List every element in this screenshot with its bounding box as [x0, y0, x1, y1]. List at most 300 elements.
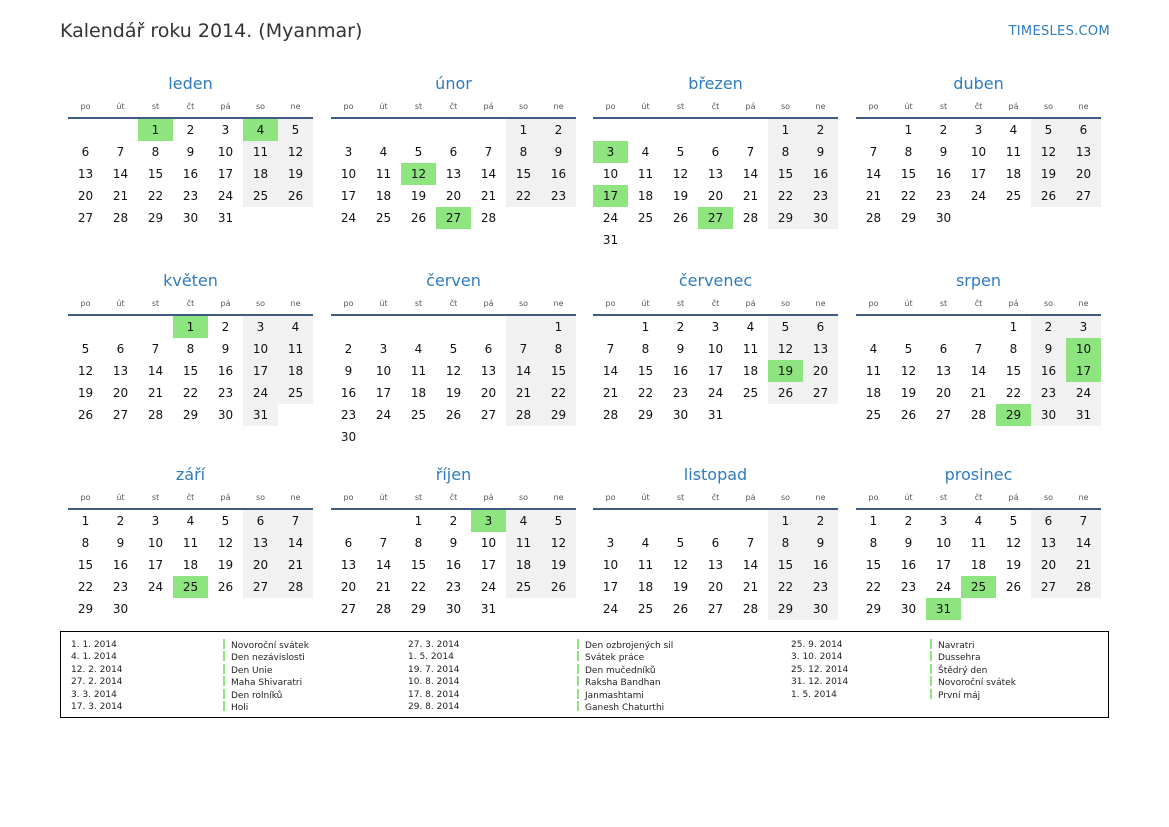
empty-cell — [593, 510, 628, 532]
weekday-label: ne — [815, 298, 826, 308]
day-cell: 4 — [506, 510, 541, 532]
day-cell: 29 — [768, 207, 803, 229]
legend-marker — [577, 689, 579, 699]
day-cell: 18 — [970, 558, 987, 572]
days-grid — [68, 510, 313, 620]
day-cell: 22 — [1005, 386, 1022, 400]
day-cell: 12 — [1031, 141, 1066, 163]
empty-cell — [331, 316, 366, 338]
day-cell: 23 — [112, 580, 129, 594]
day-cell: 22 — [77, 580, 94, 594]
day-cell: 23 — [1031, 382, 1066, 404]
day-cell: 13 — [340, 558, 357, 572]
day-cell: 18 — [742, 364, 759, 378]
legend-date: 19. 7. 2014 — [408, 664, 460, 675]
day-cell: 20 — [1066, 163, 1101, 185]
day-cell: 6 — [243, 510, 278, 532]
days-grid — [593, 119, 838, 251]
weekday-label: st — [939, 101, 948, 111]
day-cell: 7 — [484, 145, 493, 159]
day-cell: 9 — [221, 342, 230, 356]
day-cell: 27 — [803, 382, 838, 404]
month-10 — [331, 464, 576, 620]
weekday-label: ne — [1078, 101, 1089, 111]
day-cell: 12 — [1005, 536, 1022, 550]
day-cell: 15 — [506, 163, 541, 185]
days-grid — [593, 316, 838, 426]
day-cell: 13 — [480, 364, 497, 378]
day-cell: 6 — [344, 536, 353, 550]
day-cell: 3 — [606, 536, 615, 550]
month-name: říjen — [435, 465, 472, 484]
weekday-label: st — [151, 101, 160, 111]
day-cell: 14 — [112, 167, 129, 181]
holiday-day-cell: 4 — [243, 119, 278, 141]
empty-cell — [331, 510, 366, 532]
weekday-label: čt — [449, 492, 458, 502]
day-cell: 23 — [900, 580, 917, 594]
day-cell: 17 — [707, 364, 724, 378]
weekday-header — [593, 488, 838, 506]
month-name: září — [175, 465, 206, 484]
day-cell: 25 — [506, 576, 541, 598]
day-cell: 14 — [742, 558, 759, 572]
day-cell: 27 — [243, 576, 278, 598]
day-cell: 17 — [243, 360, 278, 382]
weekday-label: ne — [553, 101, 564, 111]
weekday-label: ne — [815, 492, 826, 502]
day-cell: 31 — [602, 233, 619, 247]
day-cell: 21 — [278, 554, 313, 576]
day-cell: 16 — [1031, 360, 1066, 382]
day-cell: 15 — [147, 167, 164, 181]
month-name: srpen — [955, 271, 1002, 290]
day-cell: 24 — [340, 211, 357, 225]
weekday-label: pá — [220, 298, 231, 308]
day-cell: 19 — [672, 189, 689, 203]
day-cell: 7 — [606, 342, 615, 356]
day-cell: 23 — [803, 576, 838, 598]
legend-dates-3 — [791, 639, 848, 701]
day-cell: 29 — [637, 408, 654, 422]
day-cell: 12 — [672, 167, 689, 181]
month-name: březen — [688, 74, 743, 93]
legend-date: 12. 2. 2014 — [71, 664, 123, 675]
empty-cell — [436, 119, 471, 141]
day-cell: 7 — [506, 338, 541, 360]
empty-cell — [103, 316, 138, 338]
days-grid — [331, 510, 576, 620]
day-cell: 5 — [676, 536, 685, 550]
day-cell: 13 — [112, 364, 129, 378]
weekday-label: so — [780, 492, 791, 502]
day-cell: 2 — [1031, 316, 1066, 338]
day-cell: 26 — [217, 580, 234, 594]
day-cell: 28 — [278, 576, 313, 598]
month-2 — [331, 73, 576, 229]
legend-holiday-name: Den Unie — [231, 665, 273, 676]
weekday-label: st — [414, 298, 423, 308]
empty-cell — [401, 316, 436, 338]
empty-cell — [103, 119, 138, 141]
month-name: listopad — [683, 465, 748, 484]
day-cell: 3 — [379, 342, 388, 356]
legend-holiday-name: Novoroční svátek — [231, 641, 309, 651]
day-cell: 29 — [900, 211, 917, 225]
day-cell: 6 — [711, 145, 720, 159]
legend-holiday-name: Ganesh Chaturthi — [585, 702, 665, 713]
month-name: prosinec — [944, 465, 1013, 484]
weekday-label: čt — [974, 492, 983, 502]
day-cell: 3 — [974, 123, 983, 137]
day-cell: 20 — [112, 386, 129, 400]
day-cell: 31 — [707, 408, 724, 422]
weekday-label: so — [780, 298, 791, 308]
legend-holiday — [223, 676, 309, 688]
empty-cell — [891, 316, 926, 338]
holiday-day-cell: 12 — [401, 163, 436, 185]
empty-cell — [856, 316, 891, 338]
day-cell: 4 — [278, 316, 313, 338]
day-cell: 10 — [243, 338, 278, 360]
day-cell: 26 — [77, 408, 94, 422]
day-cell: 11 — [410, 364, 427, 378]
day-cell: 15 — [637, 364, 654, 378]
day-cell: 13 — [935, 364, 952, 378]
day-cell: 17 — [217, 167, 234, 181]
day-cell: 10 — [935, 536, 952, 550]
day-cell: 13 — [707, 558, 724, 572]
day-cell: 8 — [151, 145, 160, 159]
day-cell: 27 — [1031, 576, 1066, 598]
day-cell: 1 — [414, 514, 423, 528]
day-cell: 30 — [803, 598, 838, 620]
day-cell: 18 — [506, 554, 541, 576]
day-cell: 29 — [182, 408, 199, 422]
day-cell: 29 — [541, 404, 576, 426]
day-cell: 22 — [900, 189, 917, 203]
day-cell: 13 — [1066, 141, 1101, 163]
day-cell: 26 — [1005, 580, 1022, 594]
days-grid — [856, 510, 1101, 620]
weekday-label: po — [605, 101, 616, 111]
month-8 — [856, 270, 1101, 426]
day-cell: 7 — [379, 536, 388, 550]
day-cell: 19 — [900, 386, 917, 400]
day-cell: 10 — [375, 364, 392, 378]
day-cell: 25 — [410, 408, 427, 422]
day-cell: 6 — [484, 342, 493, 356]
legend-marker — [930, 664, 932, 674]
legend-holiday — [930, 639, 1016, 651]
day-cell: 26 — [672, 211, 689, 225]
day-cell: 6 — [116, 342, 125, 356]
day-cell: 8 — [869, 536, 878, 550]
legend-dates-1 — [71, 639, 123, 713]
day-cell: 18 — [278, 360, 313, 382]
day-cell: 15 — [1005, 364, 1022, 378]
weekday-label: út — [379, 298, 388, 308]
day-cell: 30 — [445, 602, 462, 616]
day-cell: 7 — [278, 510, 313, 532]
empty-cell — [366, 316, 401, 338]
day-cell: 5 — [1009, 514, 1018, 528]
day-cell: 29 — [410, 602, 427, 616]
day-cell: 2 — [221, 320, 230, 334]
day-cell: 11 — [865, 364, 882, 378]
legend-holiday — [577, 676, 673, 688]
holiday-day-cell: 1 — [173, 316, 208, 338]
day-cell: 11 — [1005, 145, 1022, 159]
day-cell: 21 — [147, 386, 164, 400]
day-cell: 9 — [803, 532, 838, 554]
day-cell: 3 — [243, 316, 278, 338]
empty-cell — [856, 119, 891, 141]
day-cell: 20 — [243, 554, 278, 576]
weekday-label: pá — [1008, 298, 1019, 308]
weekday-label: ne — [1078, 492, 1089, 502]
day-cell: 19 — [77, 386, 94, 400]
weekday-header — [856, 488, 1101, 506]
day-cell: 5 — [676, 145, 685, 159]
day-cell: 22 — [506, 185, 541, 207]
day-cell: 24 — [243, 382, 278, 404]
days-grid — [856, 316, 1101, 426]
legend-names-3 — [930, 639, 1016, 701]
day-cell: 5 — [414, 145, 423, 159]
weekday-header — [331, 488, 576, 506]
holiday-legend — [60, 631, 1109, 718]
day-cell: 11 — [637, 167, 654, 181]
day-cell: 7 — [869, 145, 878, 159]
weekday-header — [68, 97, 313, 115]
day-cell: 20 — [77, 189, 94, 203]
day-cell: 7 — [116, 145, 125, 159]
legend-marker — [577, 664, 579, 674]
weekday-label: po — [868, 298, 879, 308]
day-cell: 17 — [375, 386, 392, 400]
legend-marker — [223, 664, 225, 674]
month-1 — [68, 73, 313, 229]
day-cell: 31 — [243, 404, 278, 426]
day-cell: 20 — [707, 580, 724, 594]
day-cell: 23 — [445, 580, 462, 594]
day-cell: 13 — [803, 338, 838, 360]
day-cell: 27 — [707, 602, 724, 616]
legend-holiday-name: Svátek práce — [585, 653, 645, 664]
legend-marker — [223, 689, 225, 699]
day-cell: 25 — [637, 602, 654, 616]
weekday-label: po — [343, 298, 354, 308]
day-cell: 11 — [742, 342, 759, 356]
day-cell: 14 — [506, 360, 541, 382]
holiday-day-cell: 25 — [961, 576, 996, 598]
weekday-label: ne — [1078, 298, 1089, 308]
day-cell: 17 — [602, 580, 619, 594]
day-cell: 4 — [414, 342, 423, 356]
day-cell: 22 — [541, 382, 576, 404]
empty-cell — [628, 119, 663, 141]
day-cell: 26 — [768, 382, 803, 404]
month-12 — [856, 464, 1101, 620]
legend-marker — [223, 651, 225, 661]
day-cell: 2 — [344, 342, 353, 356]
weekday-label: ne — [553, 492, 564, 502]
day-cell: 13 — [77, 167, 94, 181]
holiday-day-cell: 31 — [926, 598, 961, 620]
day-cell: 4 — [186, 514, 195, 528]
day-cell: 1 — [641, 320, 650, 334]
weekday-label: st — [676, 492, 685, 502]
day-cell: 2 — [116, 514, 125, 528]
day-cell: 6 — [81, 145, 90, 159]
legend-holiday-name: Janmashtami — [585, 690, 644, 701]
legend-holiday-name: Den mučedníků — [585, 665, 656, 676]
day-cell: 16 — [217, 364, 234, 378]
weekday-label: čt — [449, 298, 458, 308]
legend-date: 10. 8. 2014 — [408, 677, 460, 688]
weekday-label: út — [641, 101, 650, 111]
weekday-header — [68, 294, 313, 312]
day-cell: 14 — [1066, 532, 1101, 554]
legend-marker — [577, 639, 579, 649]
day-cell: 24 — [217, 189, 234, 203]
weekday-label: út — [116, 298, 125, 308]
day-cell: 29 — [865, 602, 882, 616]
day-cell: 18 — [1005, 167, 1022, 181]
weekday-label: út — [379, 492, 388, 502]
day-cell: 11 — [506, 532, 541, 554]
empty-cell — [733, 119, 768, 141]
weekday-label: so — [518, 298, 529, 308]
day-cell: 31 — [480, 602, 497, 616]
day-cell: 21 — [602, 386, 619, 400]
day-cell: 12 — [541, 532, 576, 554]
holiday-day-cell: 3 — [593, 141, 628, 163]
legend-holiday-name: Den ozbrojených sil — [585, 641, 674, 651]
day-cell: 25 — [865, 408, 882, 422]
day-cell: 21 — [742, 189, 759, 203]
weekday-label: po — [80, 101, 91, 111]
day-cell: 7 — [746, 145, 755, 159]
day-cell: 11 — [637, 558, 654, 572]
weekday-label: ne — [553, 298, 564, 308]
day-cell: 26 — [445, 408, 462, 422]
day-cell: 17 — [340, 189, 357, 203]
weekday-label: čt — [711, 101, 720, 111]
empty-cell — [138, 316, 173, 338]
day-cell: 24 — [970, 189, 987, 203]
weekday-label: so — [1043, 101, 1054, 111]
month-name: duben — [953, 74, 1004, 93]
day-cell: 1 — [904, 123, 913, 137]
day-cell: 1 — [869, 514, 878, 528]
legend-holiday — [577, 689, 673, 701]
day-cell: 20 — [803, 360, 838, 382]
day-cell: 16 — [672, 364, 689, 378]
weekday-label: út — [904, 101, 913, 111]
holiday-day-cell: 29 — [996, 404, 1031, 426]
weekday-header — [856, 97, 1101, 115]
legend-holiday — [577, 664, 673, 676]
weekday-label: út — [904, 298, 913, 308]
month-9 — [68, 464, 313, 620]
day-cell: 5 — [1031, 119, 1066, 141]
day-cell: 8 — [768, 141, 803, 163]
holiday-day-cell: 27 — [436, 207, 471, 229]
day-cell: 14 — [278, 532, 313, 554]
day-cell: 16 — [112, 558, 129, 572]
empty-cell — [926, 316, 961, 338]
day-cell: 11 — [970, 536, 987, 550]
day-cell: 19 — [278, 163, 313, 185]
day-cell: 10 — [340, 167, 357, 181]
day-cell: 16 — [935, 167, 952, 181]
month-name: květen — [163, 271, 218, 290]
day-cell: 30 — [1031, 404, 1066, 426]
weekday-label: čt — [186, 298, 195, 308]
day-cell: 20 — [707, 189, 724, 203]
weekday-label: ne — [290, 492, 301, 502]
day-cell: 21 — [112, 189, 129, 203]
day-cell: 9 — [939, 145, 948, 159]
day-cell: 12 — [900, 364, 917, 378]
weekday-label: čt — [711, 492, 720, 502]
day-cell: 21 — [375, 580, 392, 594]
day-cell: 27 — [1066, 185, 1101, 207]
day-cell: 22 — [410, 580, 427, 594]
day-cell: 13 — [1031, 532, 1066, 554]
weekday-label: út — [379, 101, 388, 111]
day-cell: 14 — [970, 364, 987, 378]
day-cell: 13 — [243, 532, 278, 554]
empty-cell — [401, 119, 436, 141]
legend-marker — [577, 676, 579, 686]
day-cell: 16 — [340, 386, 357, 400]
day-cell: 14 — [742, 167, 759, 181]
day-cell: 1 — [1009, 320, 1018, 334]
legend-holiday — [930, 676, 1016, 688]
holiday-day-cell: 17 — [1066, 360, 1101, 382]
day-cell: 21 — [506, 382, 541, 404]
day-cell: 25 — [742, 386, 759, 400]
day-cell: 18 — [182, 558, 199, 572]
day-cell: 12 — [77, 364, 94, 378]
empty-cell — [366, 119, 401, 141]
weekday-label: so — [780, 101, 791, 111]
day-cell: 10 — [602, 558, 619, 572]
empty-cell — [471, 119, 506, 141]
day-cell: 27 — [480, 408, 497, 422]
day-cell: 10 — [480, 536, 497, 550]
day-cell: 3 — [939, 514, 948, 528]
day-cell: 2 — [676, 320, 685, 334]
legend-holiday-name: Štědrý den — [938, 665, 988, 676]
day-cell: 29 — [768, 598, 803, 620]
legend-dates-2 — [408, 639, 460, 713]
legend-date: 31. 12. 2014 — [791, 677, 849, 688]
weekday-header — [331, 294, 576, 312]
day-cell: 16 — [445, 558, 462, 572]
day-cell: 21 — [970, 386, 987, 400]
day-cell: 18 — [637, 580, 654, 594]
legend-holiday — [930, 651, 1016, 663]
day-cell: 28 — [865, 211, 882, 225]
weekday-label: út — [904, 492, 913, 502]
legend-holiday — [223, 651, 309, 663]
legend-date: 17. 3. 2014 — [71, 701, 123, 712]
brand-link[interactable]: TIMESLES.COM — [1008, 24, 1110, 39]
